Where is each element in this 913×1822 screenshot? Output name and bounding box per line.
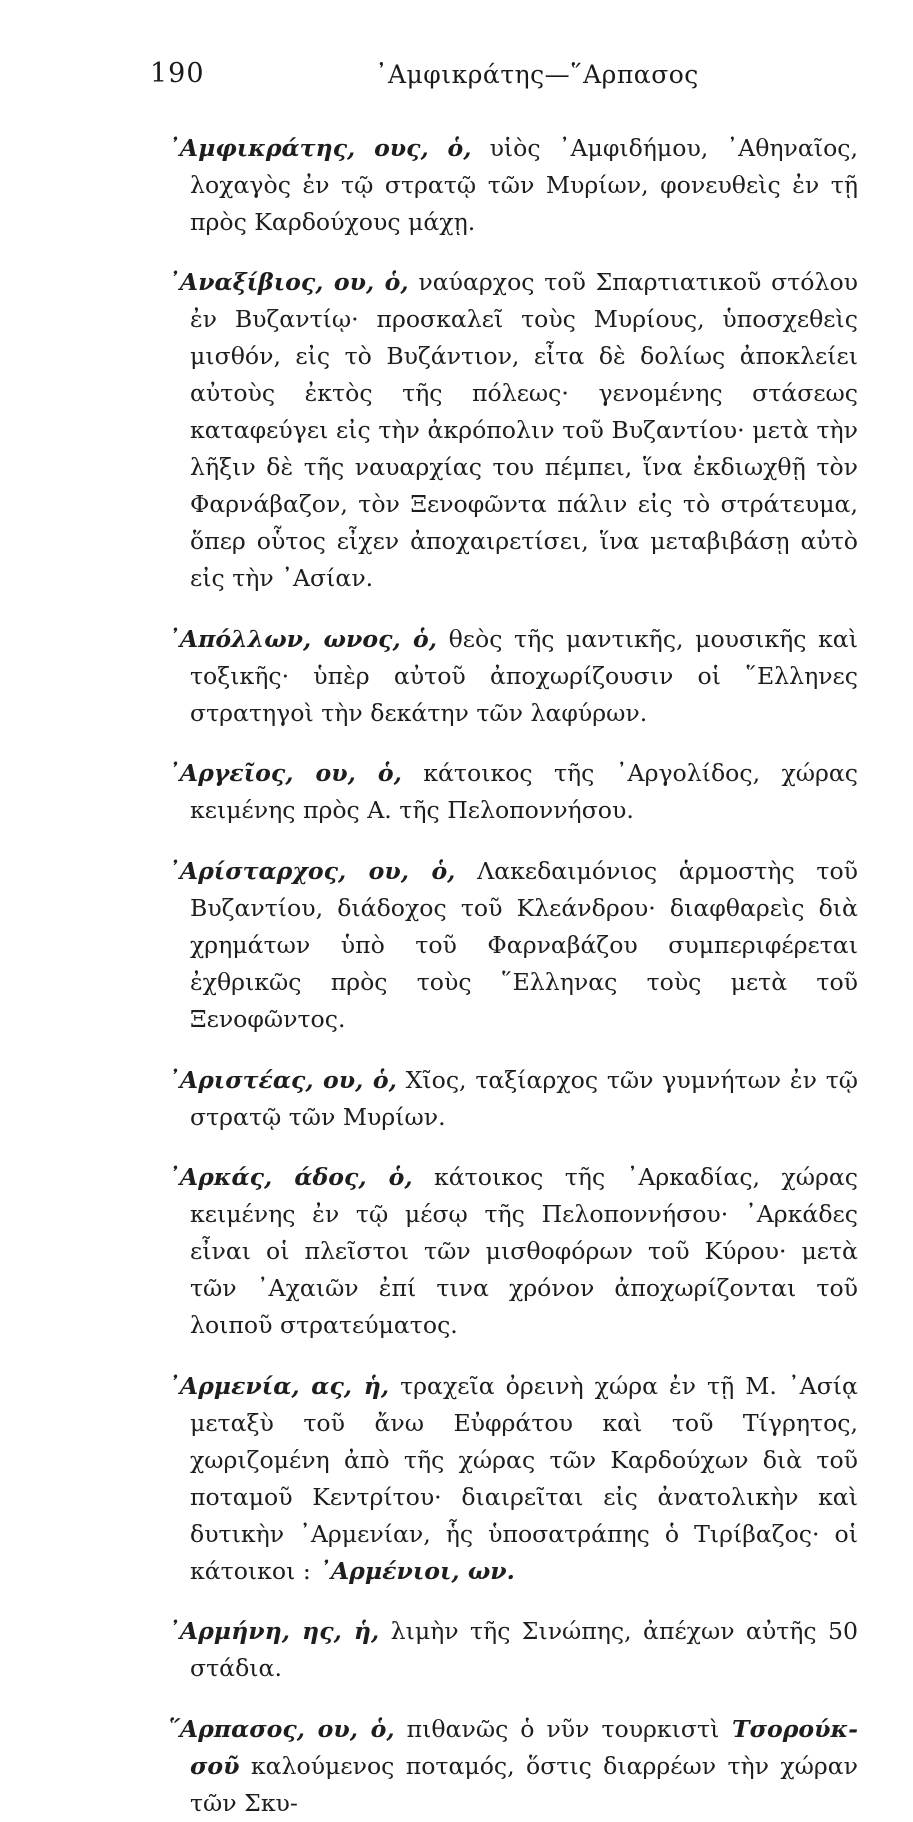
grammar-info: ωνος, ὁ, bbox=[311, 624, 437, 653]
entry-armene bbox=[168, 1613, 858, 1687]
definition: κάτοικος τῆς ᾿Αρκαδίας, χώρας κειμένης ἐν τῷ μέσῳ τῆς Πελοποννήσου· ᾿Αρκάδες εἶναι οἱ πλεῖστοι τῶν μισθοφόρων τοῦ Κύρου· μετὰ τῶν ᾿Αχαιῶν ἐπί τινα χρόνον ἀποχωρίζονται τοῦ λοιποῦ στρατεύματος. bbox=[190, 1163, 858, 1340]
definition: λιμὴν τῆς Σινώπης, ἀπέχων αὐτῆς 50 στάδια. bbox=[190, 1617, 859, 1683]
inhabitants-term: ᾿Αρμένιοι, ων. bbox=[310, 1556, 515, 1585]
definition: Λακεδαιμόνιος ἁρμοστὴς τοῦ Βυζαντίου, διάδοχος τοῦ Κλεάνδρου· διαφθαρεὶς διὰ χρημάτων ὑπὸ τοῦ Φαρναβάζου συμπεριφέρεται ἐχθρικῶς πρὸς τοὺς ῞Ελληνας τοὺς μετὰ τοῦ Ξενοφῶντος. bbox=[190, 856, 859, 1033]
entry-list bbox=[168, 106, 858, 1822]
entry-amphikrates bbox=[168, 130, 858, 241]
running-head: ᾿Αμφικράτης—῞Αρπασος bbox=[375, 60, 699, 89]
grammar-info: ης, ἡ, bbox=[289, 1617, 380, 1646]
headword: ᾿Αρκάς, bbox=[168, 1163, 273, 1192]
headword: ᾿Αργεῖος, bbox=[168, 759, 294, 788]
definition: τραχεῖα ὀρεινὴ χώρα ἐν τῇ Μ. ᾿Ασίᾳ μεταξὺ τοῦ ἄνω Εὐφράτου καὶ τοῦ Τίγρητος, χωριζομένη ἀπὸ τῆς χώρας τῶν Καρδούχων διὰ τοῦ ποταμοῦ Κεντρίτου· διαιρεῖται εἰς ἀνατολικὴν καὶ δυτικὴν ᾿Αρμενίαν, ἧς ὑποσατράπης ὁ Τιρίβαζος· οἱ κάτοικοι : bbox=[190, 1371, 858, 1585]
grammar-info: ου, ὁ, bbox=[293, 759, 402, 788]
entry-aristarchos bbox=[168, 853, 858, 1038]
grammar-info: ου, ὁ, bbox=[304, 1714, 395, 1743]
entry-apollon bbox=[168, 621, 858, 732]
grammar-info: ου, ὁ, bbox=[346, 856, 456, 885]
turkish-name: Τσορούκ-σοῦ bbox=[190, 1714, 859, 1780]
definition-continued: καλούμενος ποταμός, ὅστις διαρρέων τὴν χώραν τῶν Σκυ- bbox=[190, 1751, 858, 1817]
headword: ᾿Αμφικράτης, bbox=[168, 133, 356, 162]
grammar-info: ου, ὁ, bbox=[313, 1065, 397, 1094]
entry-aristeas bbox=[168, 1062, 858, 1136]
entry-arkas bbox=[168, 1159, 858, 1344]
page-header bbox=[150, 58, 850, 98]
headword: ᾿Αρμήνη, bbox=[168, 1617, 290, 1646]
grammar-info: άδος, ὁ, bbox=[272, 1163, 413, 1192]
headword: ῞Αρπασος, bbox=[168, 1714, 305, 1743]
headword: ᾿Αριστέας, bbox=[168, 1065, 314, 1094]
definition: Χῖος, ταξίαρχος τῶν γυμνήτων ἐν τῷ στρατῷ τῶν Μυρίων. bbox=[190, 1065, 858, 1131]
grammar-info: ου, ὁ, bbox=[323, 268, 409, 297]
headword: ᾿Αναξίβιος, bbox=[168, 268, 324, 297]
definition: υἱὸς ᾿Αμφιδήμου, ᾿Αθηναῖος, λοχαγὸς ἐν τῷ στρατῷ τῶν Μυρίων, φονευθεὶς ἐν τῇ πρὸς Καρδούχους μάχῃ. bbox=[190, 133, 858, 236]
definition: πιθανῶς ὁ νῦν τουρκιστὶ bbox=[394, 1714, 720, 1743]
entry-anaxibios bbox=[168, 264, 858, 597]
headword: ᾿Αρμενία, bbox=[168, 1371, 300, 1400]
entry-harpasos bbox=[168, 1711, 858, 1822]
headword: ᾿Αρίσταρχος, bbox=[168, 856, 347, 885]
definition: κάτοικος τῆς ᾿Αργολίδος, χώρας κειμένης πρὸς Α. τῆς Πελοποννήσου. bbox=[190, 759, 858, 825]
page-number: 190 bbox=[150, 58, 205, 89]
definition: θεὸς τῆς μαντικῆς, μουσικῆς καὶ τοξικῆς· ὑπὲρ αὐτοῦ ἀποχωρίζουσιν οἱ ῞Ελληνες στρατηγοὶ τὴν δεκάτην τῶν λαφύρων. bbox=[190, 624, 858, 727]
entry-argeios bbox=[168, 755, 858, 829]
entry-armenia bbox=[168, 1368, 858, 1590]
grammar-info: ας, ἡ, bbox=[299, 1371, 390, 1400]
grammar-info: ους, ὁ, bbox=[355, 133, 472, 162]
headword: ᾿Απόλλων, bbox=[168, 624, 312, 653]
definition: ναύαρχος τοῦ Σπαρτιατικοῦ στόλου ἐν Βυζαντίῳ· προσκαλεῖ τοὺς Μυρίους, ὑποσχεθεὶς μισθόν, εἰς τὸ Βυζάντιον, εἶτα δὲ δολίως ἀποκλείει αὐτοὺς ἐκτὸς τῆς πόλεως· γενομένης στάσεως καταφεύγει εἰς τὴν ἀκρόπολιν τοῦ Βυζαντίου· μετὰ τὴν λῆξιν δὲ τῆς ναυαρχίας του πέμπει, ἵνα ἐκδιωχθῇ τὸν Φαρνάβαζον, τὸν Ξενοφῶντα πάλιν εἰς τὸ στράτευμα, ὅπερ οὗτος εἶχεν ἀποχαιρετίσει, ἵνα μεταβιβάσῃ αὐτὸ εἰς τὴν ᾿Ασίαν. bbox=[190, 268, 858, 593]
